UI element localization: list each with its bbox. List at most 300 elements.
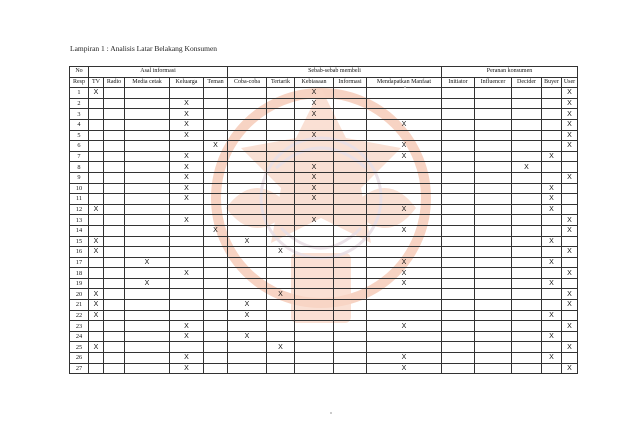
table-row — [70, 310, 578, 321]
cell — [334, 141, 367, 152]
cell — [442, 268, 475, 279]
cell — [442, 183, 475, 194]
cell — [228, 109, 267, 120]
cell — [125, 363, 170, 374]
cell — [442, 109, 475, 120]
col-kebiasaan: Kebiasaan — [295, 77, 334, 88]
cell — [295, 363, 334, 374]
check-mark: X — [170, 162, 204, 173]
cell — [228, 172, 267, 183]
cell — [512, 342, 542, 353]
cell — [295, 353, 334, 364]
cell — [267, 172, 295, 183]
resp-number: 17 — [70, 257, 89, 268]
cell — [367, 98, 442, 109]
col-influencer: Influencer — [475, 77, 512, 88]
cell — [334, 194, 367, 205]
column-header-row — [70, 77, 578, 88]
table-row — [70, 119, 578, 130]
check-mark: X — [295, 215, 334, 226]
cell — [89, 194, 104, 205]
cell — [89, 331, 104, 342]
cell — [562, 183, 578, 194]
cell — [228, 321, 267, 332]
cell — [475, 162, 512, 173]
cell — [267, 236, 295, 247]
check-mark: X — [367, 321, 442, 332]
cell — [104, 151, 125, 162]
col-decider: Decider — [512, 77, 542, 88]
cell — [204, 162, 228, 173]
resp-header: Resp — [70, 77, 89, 88]
col-media-cetak: Media cetak — [125, 77, 170, 88]
cell — [228, 204, 267, 215]
check-mark: X — [89, 88, 104, 99]
cell — [125, 183, 170, 194]
cell — [125, 300, 170, 311]
cell — [295, 300, 334, 311]
cell — [104, 194, 125, 205]
table-row — [70, 162, 578, 173]
check-mark: X — [542, 151, 562, 162]
cell — [295, 289, 334, 300]
caption: Lampiran 1 : Analisis Latar Belakang Konsumen — [70, 44, 218, 53]
table-row — [70, 268, 578, 279]
cell — [89, 225, 104, 236]
check-mark: X — [562, 98, 578, 109]
cell — [367, 289, 442, 300]
cell — [512, 225, 542, 236]
check-mark: X — [542, 278, 562, 289]
cell — [295, 119, 334, 130]
cell — [204, 331, 228, 342]
cell — [125, 247, 170, 258]
table-row — [70, 204, 578, 215]
table-row — [70, 215, 578, 226]
check-mark: X — [267, 342, 295, 353]
cell — [104, 247, 125, 258]
check-mark: X — [295, 172, 334, 183]
check-mark: X — [562, 109, 578, 120]
cell — [125, 151, 170, 162]
cell — [125, 321, 170, 332]
cell — [204, 109, 228, 120]
cell — [125, 109, 170, 120]
cell — [542, 342, 562, 353]
cell — [562, 151, 578, 162]
cell — [512, 119, 542, 130]
col-keluarga: Keluarga — [170, 77, 204, 88]
resp-number: 23 — [70, 321, 89, 332]
cell — [228, 225, 267, 236]
cell — [475, 353, 512, 364]
cell — [89, 257, 104, 268]
cell — [367, 236, 442, 247]
cell — [334, 172, 367, 183]
check-mark: X — [267, 289, 295, 300]
cell — [267, 141, 295, 152]
cell — [104, 342, 125, 353]
check-mark: X — [125, 278, 170, 289]
cell — [542, 88, 562, 99]
cell — [512, 130, 542, 141]
cell — [89, 119, 104, 130]
check-mark: X — [367, 151, 442, 162]
cell — [204, 215, 228, 226]
cell — [367, 130, 442, 141]
cell — [267, 183, 295, 194]
table-row — [70, 300, 578, 311]
cell — [295, 310, 334, 321]
cell — [267, 162, 295, 173]
cell — [125, 342, 170, 353]
cell — [367, 194, 442, 205]
resp-number: 27 — [70, 363, 89, 374]
cell — [104, 289, 125, 300]
cell — [334, 289, 367, 300]
cell — [267, 331, 295, 342]
cell — [334, 247, 367, 258]
cell — [542, 363, 562, 374]
cell — [125, 119, 170, 130]
cell — [125, 353, 170, 364]
cell — [442, 331, 475, 342]
table-row — [70, 225, 578, 236]
check-mark: X — [367, 268, 442, 279]
cell — [89, 98, 104, 109]
check-mark: X — [562, 88, 578, 99]
cell — [204, 247, 228, 258]
check-mark: X — [562, 300, 578, 311]
cell — [295, 247, 334, 258]
cell — [104, 109, 125, 120]
cell — [104, 321, 125, 332]
consumer-analysis-table — [69, 66, 578, 374]
cell — [170, 300, 204, 311]
cell — [125, 130, 170, 141]
cell — [334, 331, 367, 342]
cell — [475, 247, 512, 258]
cell — [104, 363, 125, 374]
cell — [228, 342, 267, 353]
cell — [104, 310, 125, 321]
cell — [442, 289, 475, 300]
check-mark: X — [170, 183, 204, 194]
check-mark: X — [89, 300, 104, 311]
check-mark: X — [562, 342, 578, 353]
cell — [512, 98, 542, 109]
cell — [442, 194, 475, 205]
cell — [228, 363, 267, 374]
cell — [475, 98, 512, 109]
cell — [267, 194, 295, 205]
check-mark: X — [89, 310, 104, 321]
cell — [125, 236, 170, 247]
cell — [204, 353, 228, 364]
cell — [542, 215, 562, 226]
cell — [367, 162, 442, 173]
cell — [442, 236, 475, 247]
table-row — [70, 353, 578, 364]
cell — [475, 204, 512, 215]
cell — [228, 141, 267, 152]
cell — [334, 109, 367, 120]
table-row — [70, 194, 578, 205]
check-mark: X — [542, 331, 562, 342]
check-mark: X — [170, 130, 204, 141]
cell — [204, 119, 228, 130]
check-mark: X — [367, 363, 442, 374]
check-mark: X — [367, 257, 442, 268]
cell — [442, 278, 475, 289]
cell — [228, 194, 267, 205]
cell — [475, 109, 512, 120]
cell — [475, 278, 512, 289]
resp-number: 5 — [70, 130, 89, 141]
cell — [334, 300, 367, 311]
col-tertarik: Tertarik — [267, 77, 295, 88]
cell — [475, 119, 512, 130]
cell — [442, 98, 475, 109]
cell — [170, 141, 204, 152]
cell — [125, 310, 170, 321]
cell — [475, 289, 512, 300]
cell — [334, 236, 367, 247]
table-row — [70, 321, 578, 332]
cell — [475, 257, 512, 268]
cell — [89, 151, 104, 162]
cell — [104, 141, 125, 152]
col-coba-coba: Coba-coba — [228, 77, 267, 88]
check-mark: X — [295, 162, 334, 173]
cell — [295, 225, 334, 236]
check-mark: X — [170, 151, 204, 162]
cell — [104, 215, 125, 226]
cell — [170, 204, 204, 215]
cell — [512, 109, 542, 120]
resp-number: 10 — [70, 183, 89, 194]
table-row — [70, 331, 578, 342]
cell — [512, 215, 542, 226]
table-row — [70, 151, 578, 162]
cell — [170, 236, 204, 247]
check-mark: X — [170, 98, 204, 109]
cell — [475, 130, 512, 141]
cell — [512, 331, 542, 342]
resp-number: 8 — [70, 162, 89, 173]
check-mark: X — [125, 257, 170, 268]
table-row — [70, 289, 578, 300]
cell — [204, 236, 228, 247]
cell — [170, 278, 204, 289]
cell — [562, 278, 578, 289]
cell — [562, 353, 578, 364]
cell — [104, 119, 125, 130]
cell — [228, 215, 267, 226]
cell — [562, 204, 578, 215]
cell — [104, 172, 125, 183]
cell — [104, 162, 125, 173]
check-mark: X — [228, 236, 267, 247]
table-row — [70, 109, 578, 120]
cell — [267, 257, 295, 268]
cell — [334, 183, 367, 194]
cell — [89, 363, 104, 374]
resp-number: 4 — [70, 119, 89, 130]
cell — [542, 247, 562, 258]
cell — [204, 321, 228, 332]
cell — [125, 331, 170, 342]
cell — [204, 289, 228, 300]
cell — [104, 268, 125, 279]
group-header-row — [70, 67, 578, 78]
table-row — [70, 88, 578, 99]
table-row — [70, 278, 578, 289]
cell — [512, 310, 542, 321]
col-mendapatkan-manfaat: Mendapatkan Manfaat — [367, 77, 442, 88]
cell — [442, 321, 475, 332]
cell — [125, 88, 170, 99]
col-radio: Radio — [104, 77, 125, 88]
cell — [104, 236, 125, 247]
check-mark: X — [89, 289, 104, 300]
check-mark: X — [170, 353, 204, 364]
check-mark: X — [367, 278, 442, 289]
cell — [334, 342, 367, 353]
no-header: No — [70, 67, 89, 78]
cell — [125, 194, 170, 205]
cell — [334, 310, 367, 321]
cell — [512, 88, 542, 99]
table-row — [70, 141, 578, 152]
cell — [334, 162, 367, 173]
check-mark: X — [562, 119, 578, 130]
check-mark: X — [562, 215, 578, 226]
resp-number: 1 — [70, 88, 89, 99]
cell — [512, 300, 542, 311]
check-mark: X — [228, 310, 267, 321]
cell — [512, 321, 542, 332]
table-row — [70, 172, 578, 183]
cell — [562, 257, 578, 268]
check-mark: X — [295, 98, 334, 109]
cell — [204, 204, 228, 215]
cell — [562, 162, 578, 173]
cell — [512, 204, 542, 215]
check-mark: X — [542, 310, 562, 321]
cell — [267, 278, 295, 289]
cell — [334, 321, 367, 332]
cell — [542, 300, 562, 311]
cell — [170, 88, 204, 99]
cell — [125, 98, 170, 109]
cell — [295, 257, 334, 268]
cell — [170, 225, 204, 236]
cell — [542, 119, 562, 130]
scan-speck — [404, 86, 406, 88]
cell — [104, 353, 125, 364]
cell — [512, 289, 542, 300]
resp-number: 7 — [70, 151, 89, 162]
cell — [104, 331, 125, 342]
cell — [89, 321, 104, 332]
table-row — [70, 98, 578, 109]
cell — [295, 236, 334, 247]
cell — [204, 88, 228, 99]
cell — [367, 109, 442, 120]
table-row — [70, 236, 578, 247]
cell — [89, 162, 104, 173]
check-mark: X — [228, 300, 267, 311]
cell — [228, 278, 267, 289]
cell — [267, 353, 295, 364]
check-mark: X — [562, 363, 578, 374]
cell — [442, 141, 475, 152]
cell — [367, 183, 442, 194]
cell — [334, 363, 367, 374]
cell — [228, 353, 267, 364]
resp-number: 26 — [70, 353, 89, 364]
cell — [89, 215, 104, 226]
cell — [125, 162, 170, 173]
table-row — [70, 130, 578, 141]
cell — [475, 268, 512, 279]
scan-speck — [330, 412, 332, 414]
col-informasi: Informasi — [334, 77, 367, 88]
cell — [442, 172, 475, 183]
cell — [104, 257, 125, 268]
cell — [204, 257, 228, 268]
check-mark: X — [367, 141, 442, 152]
col-user: User — [562, 77, 578, 88]
resp-number: 15 — [70, 236, 89, 247]
cell — [442, 119, 475, 130]
check-mark: X — [267, 247, 295, 258]
cell — [204, 194, 228, 205]
check-mark: X — [512, 162, 542, 173]
cell — [170, 342, 204, 353]
check-mark: X — [562, 289, 578, 300]
cell — [367, 331, 442, 342]
col-tv: TV — [89, 77, 104, 88]
cell — [334, 215, 367, 226]
resp-number: 13 — [70, 215, 89, 226]
cell — [125, 204, 170, 215]
cell — [267, 151, 295, 162]
cell — [267, 130, 295, 141]
resp-number: 14 — [70, 225, 89, 236]
cell — [562, 310, 578, 321]
cell — [442, 225, 475, 236]
cell — [367, 172, 442, 183]
cell — [334, 353, 367, 364]
resp-number: 24 — [70, 331, 89, 342]
cell — [295, 321, 334, 332]
cell — [542, 162, 562, 173]
check-mark: X — [367, 353, 442, 364]
cell — [542, 268, 562, 279]
cell — [104, 300, 125, 311]
check-mark: X — [562, 321, 578, 332]
check-mark: X — [89, 236, 104, 247]
cell — [104, 88, 125, 99]
resp-number: 19 — [70, 278, 89, 289]
cell — [204, 183, 228, 194]
cell — [334, 225, 367, 236]
cell — [475, 321, 512, 332]
group-asal-informasi: Asal informasi — [89, 67, 228, 78]
cell — [89, 130, 104, 141]
